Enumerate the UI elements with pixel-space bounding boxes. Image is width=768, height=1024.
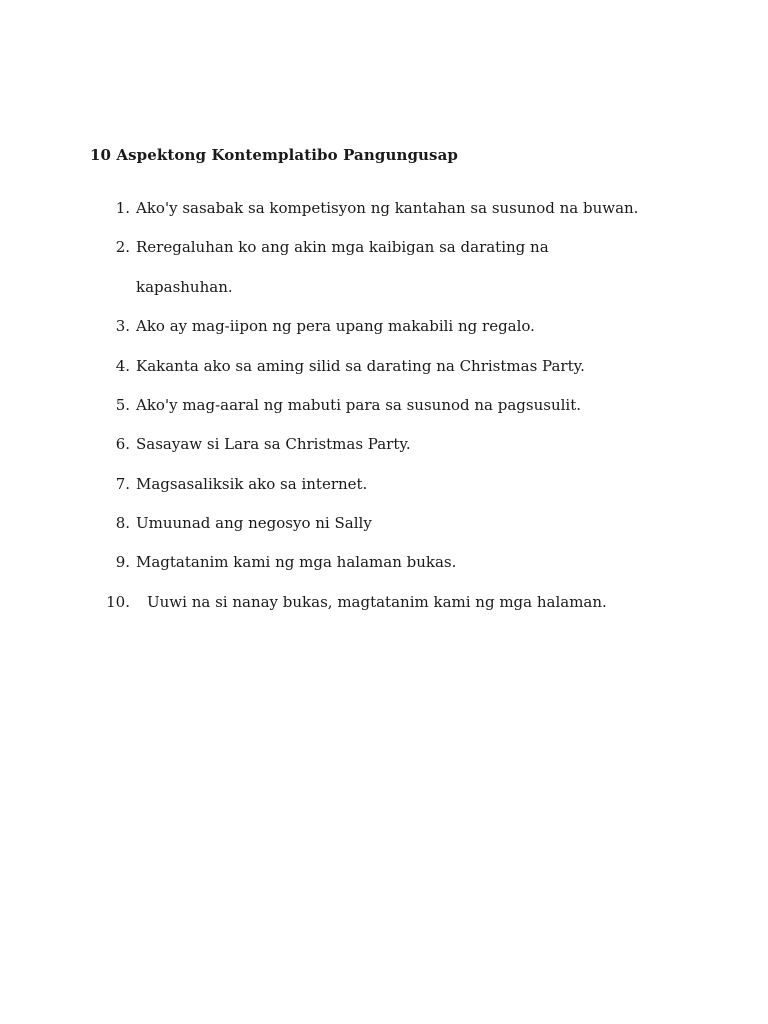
list-item-text: Ako'y mag-aaral ng mabuti para sa susunod na pagsusulit. — [136, 396, 582, 414]
list-item-number: 9. — [115, 553, 130, 571]
list-item-number: 3. — [115, 317, 130, 335]
list-item-text: Sasayaw si Lara sa Christmas Party. — [136, 435, 411, 453]
list-item-text: Kakanta ako sa aming silid sa darating na Christmas Party. — [136, 357, 585, 375]
list-item-number: 2. — [115, 238, 130, 256]
list-item-text: Magsasaliksik ako sa internet. — [136, 475, 368, 493]
list-item-number: 6. — [115, 435, 130, 453]
list-item-number: 7. — [115, 475, 130, 493]
list-item-number: 10. — [106, 593, 130, 611]
list-item-text: Uuwi na si nanay bukas, magtatanim kami ng mga halaman. — [147, 593, 607, 611]
list-item-number: 5. — [115, 396, 130, 414]
list-item-text: Ako ay mag-iipon ng pera upang makabili ng regalo. — [136, 317, 535, 335]
list-item-text: Umuunad ang negosyo ni Sally — [136, 514, 372, 532]
list-item-text: Magtatanim kami ng mga halaman bukas. — [136, 553, 457, 571]
list-item-text: Reregaluhan ko ang akin mga kaibigan sa darating na — [136, 238, 549, 256]
list-item-number: 4. — [115, 357, 130, 375]
list-item-text-continued: kapashuhan. — [136, 278, 233, 296]
list-item-number: 8. — [115, 514, 130, 532]
document-title: 10 Aspektong Kontemplatibo Pangungusap — [90, 146, 459, 164]
list-item-number: 1. — [115, 199, 130, 217]
list-item-text: Ako'y sasabak sa kompetisyon ng kantahan sa susunod na buwan. — [136, 199, 639, 217]
